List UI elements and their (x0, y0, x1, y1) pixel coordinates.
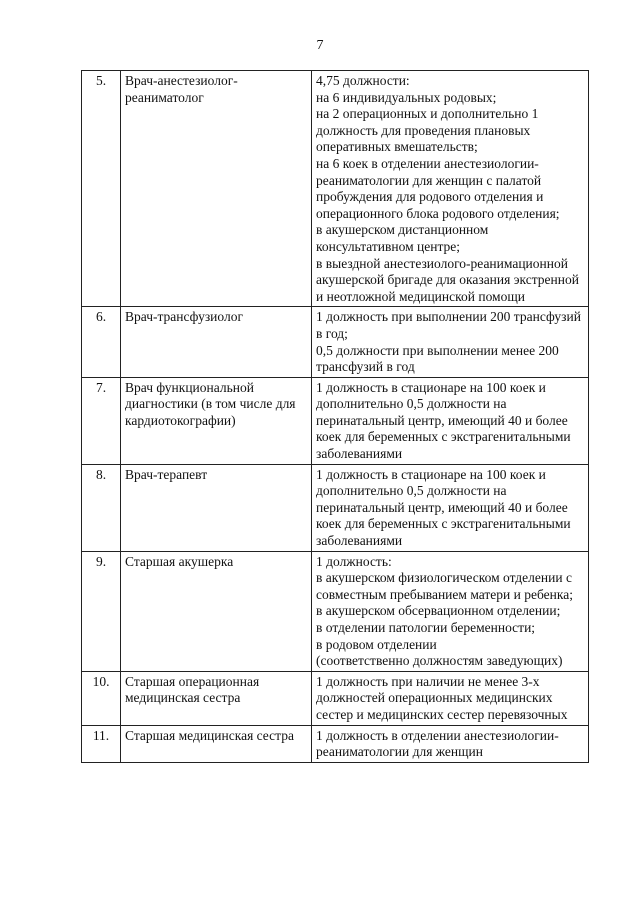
staffing-norm (312, 307, 589, 377)
norm-line: в акушерском физиологическом отделении с совместным пребыванием матери и ребенка; (316, 570, 573, 602)
norm-line: 4,75 должности: (316, 73, 410, 88)
norm-line: на 2 операционных и дополнительно 1 должность для проведения плановых оперативных вмешательств; (316, 106, 539, 155)
position-title: Врач-терапевт (121, 464, 312, 551)
staffing-norm (312, 464, 589, 551)
row-number: 7. (82, 377, 121, 464)
staffing-norm (312, 377, 589, 464)
staffing-norm (312, 671, 589, 725)
position-title: Врач функциональной диагностики (в том числе для кардиотокографии) (121, 377, 312, 464)
norm-line: в выездной анестезиолого-реанимационной акушерской бригаде для оказания экстренной и неотложной медицинской помощи (316, 255, 579, 304)
norm-line: в акушерском дистанционном консультативном центре; (316, 222, 489, 254)
table-row (82, 551, 589, 671)
row-number: 5. (82, 71, 121, 307)
table-row (82, 71, 589, 307)
norm-line: 1 должность в стационаре на 100 коек и дополнительно 0,5 должности на перинатальный центр, имеющий 40 и более коек для беременных с экстрагенитальными заболеваниями (316, 379, 571, 462)
norm-line: (соответственно должностям заведующих) (316, 653, 563, 669)
norm-line: в акушерском обсервационном отделении; (316, 603, 561, 619)
table-row (82, 377, 589, 464)
page-number: 7 (316, 38, 324, 53)
staffing-norm (312, 725, 589, 762)
table-row (82, 307, 589, 377)
staffing-norm (312, 71, 589, 307)
position-title: Старшая операционная медицинская сестра (121, 671, 312, 725)
norm-line: 1 должность при выполнении 200 трансфузий в год; (316, 309, 581, 341)
row-number: 11. (82, 725, 121, 762)
position-title: Врач-анестезиолог-реаниматолог (121, 71, 312, 307)
norm-line: 0,5 должности при выполнении менее 200 трансфузий в год (316, 342, 559, 375)
table-row (82, 464, 589, 551)
norm-line: 1 должность в отделении анестезиологии-реаниматологии для женщин (316, 727, 559, 760)
staffing-norm (312, 551, 589, 671)
position-title: Врач-трансфузиолог (121, 307, 312, 377)
row-number: 9. (82, 551, 121, 671)
norm-line: 1 должность: (316, 553, 392, 569)
norm-line: на 6 индивидуальных родовых; (316, 89, 497, 105)
position-title: Старшая акушерка (121, 551, 312, 671)
table-row (82, 725, 589, 762)
row-number: 6. (82, 307, 121, 377)
norm-line: на 6 коек в отделении анестезиологии-реаниматологии для женщин с палатой пробуждения для родового отделения и операционного блока родового отделения; (316, 155, 560, 221)
norm-line: 1 должность при наличии не менее 3-х должностей операционных медицинских сестер и медицинских сестер перевязочных (316, 673, 568, 722)
norm-line: в отделении патологии беременности; (316, 620, 536, 635)
staffing-table (81, 70, 589, 763)
row-number: 10. (82, 671, 121, 725)
norm-line: в родовом отделении (316, 636, 437, 652)
norm-line: 1 должность в стационаре на 100 коек и дополнительно 0,5 должности на перинатальный центр, имеющий 40 и более коек для беременных с экстрагенитальными заболеваниями (316, 466, 571, 549)
table-row (82, 671, 589, 725)
row-number: 8. (82, 464, 121, 551)
position-title: Старшая медицинская сестра (121, 725, 312, 762)
